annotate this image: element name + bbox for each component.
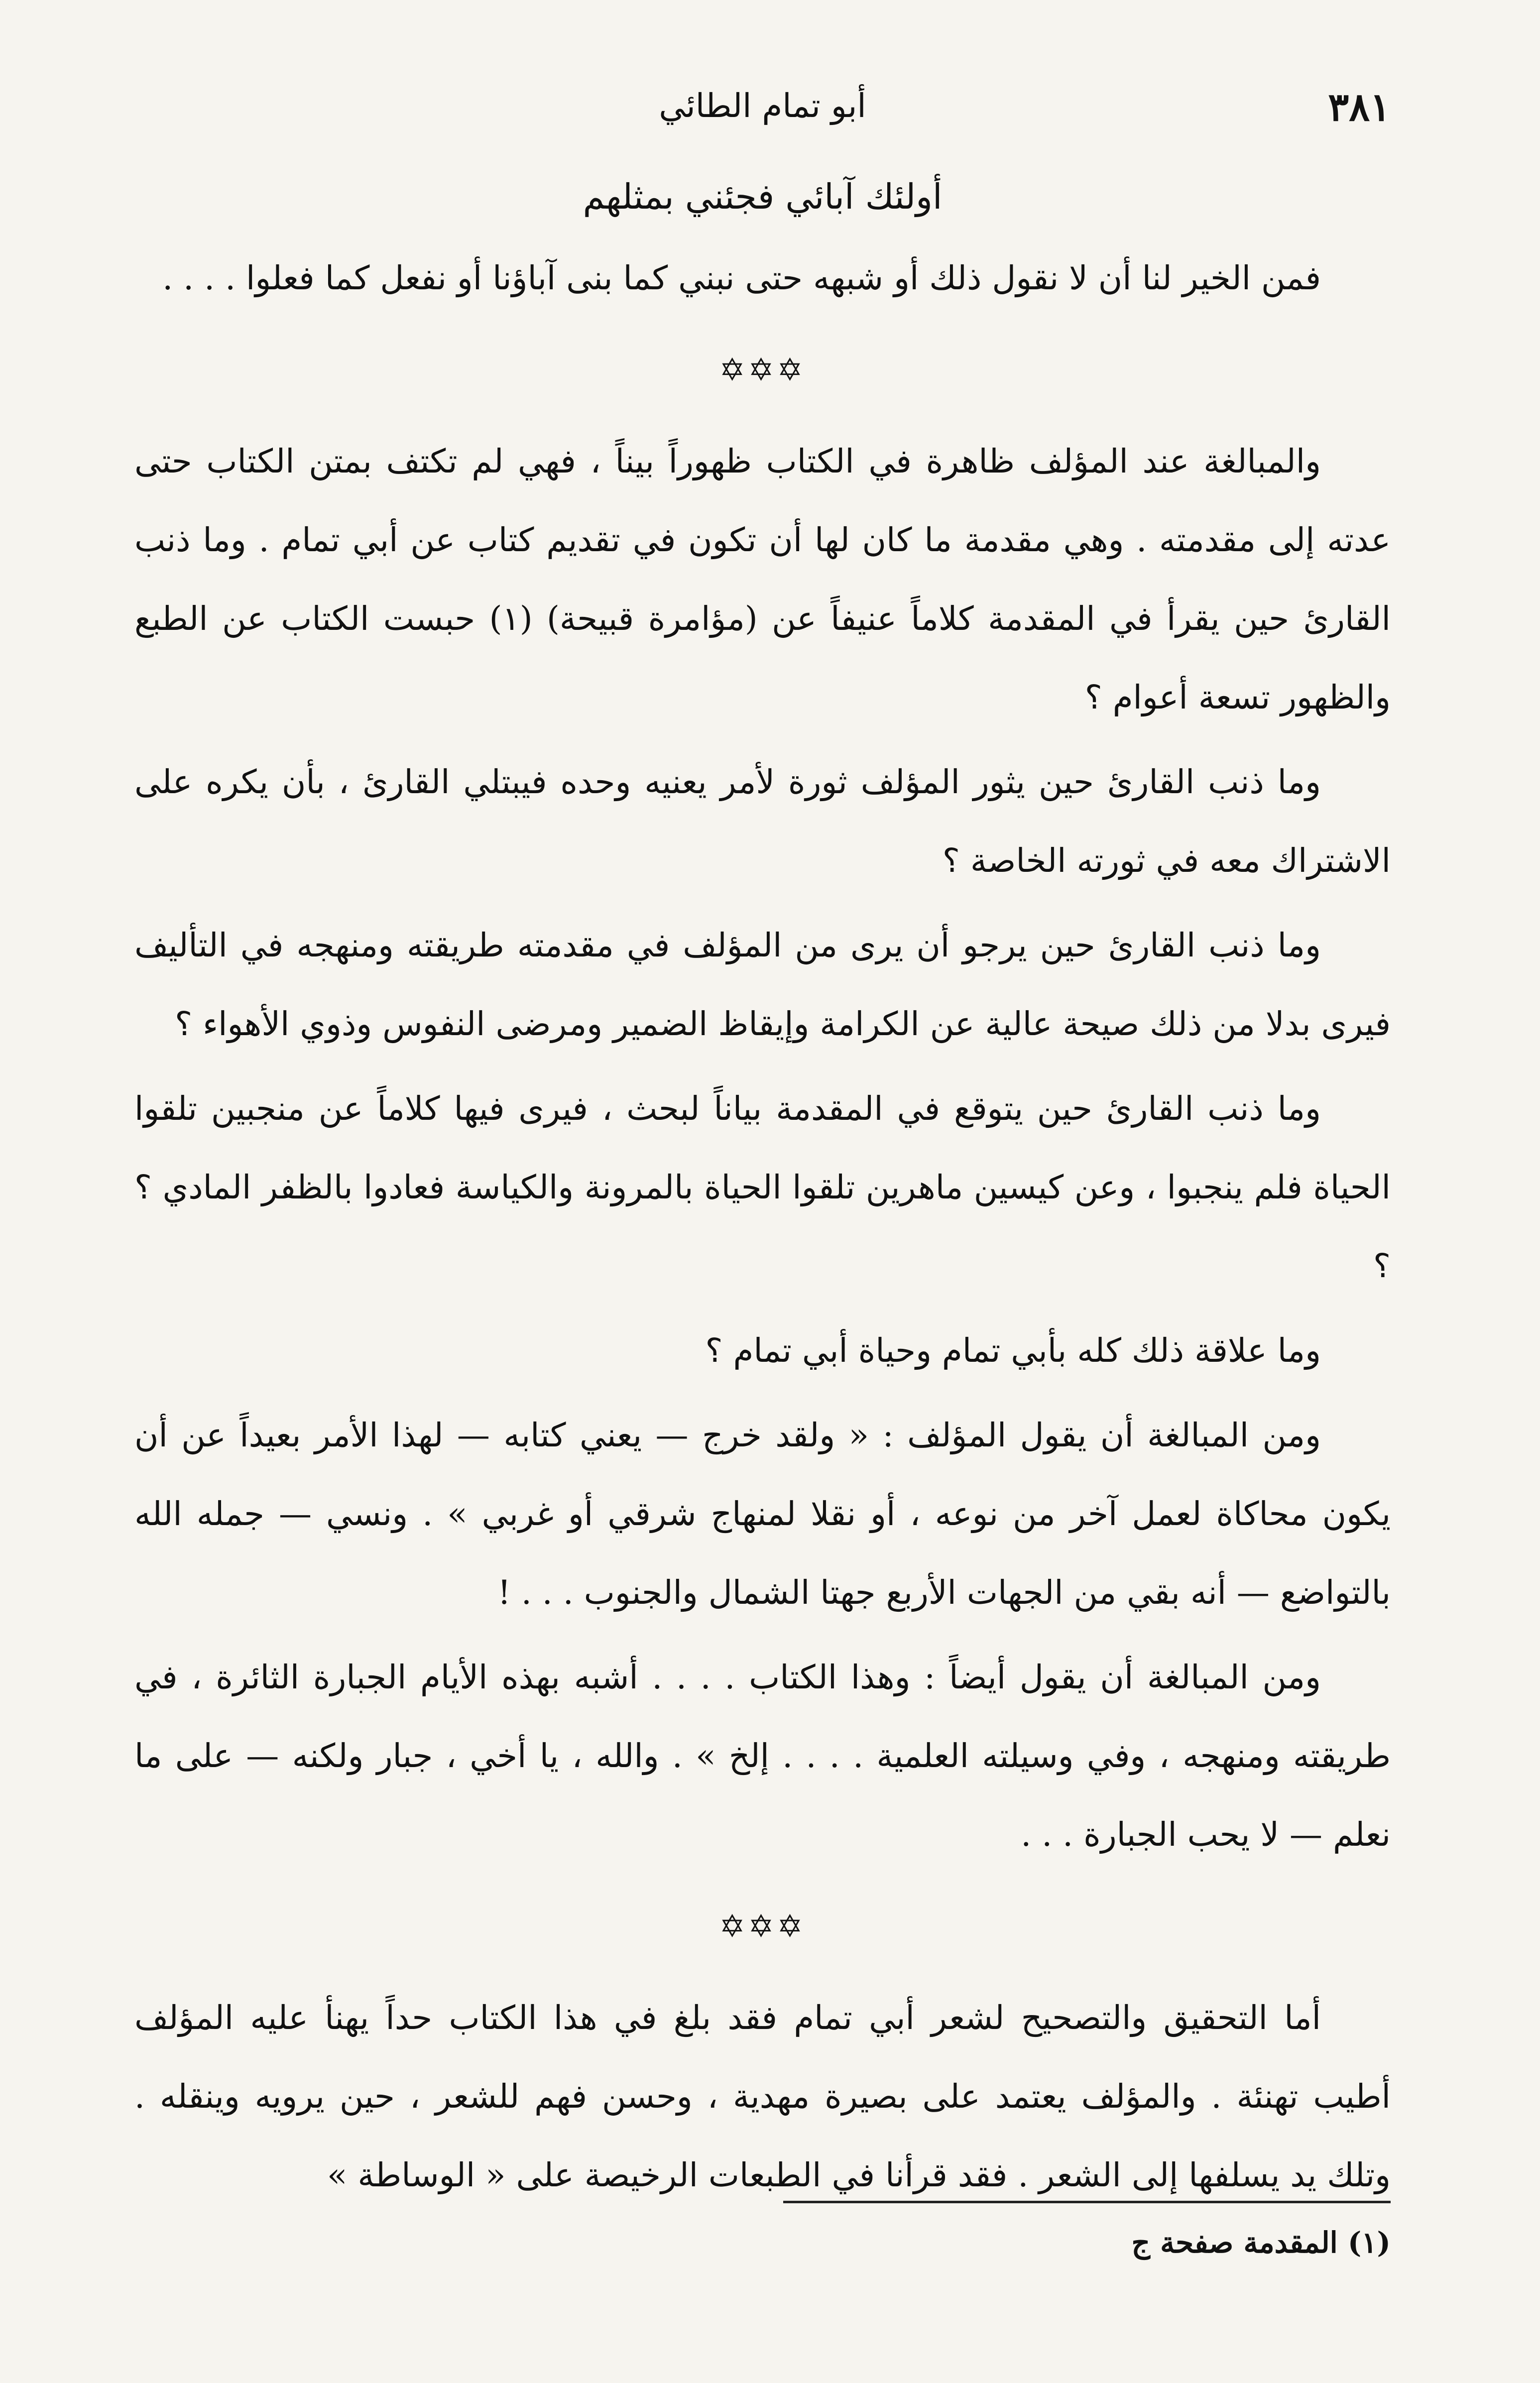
paragraph: والمبالغة عند المؤلف ظاهرة في الكتاب ظهوراً بيناً ، فهي لم تكتف بمتن الكتاب حتى عدته إلى مقدمته . وهي مقدمة ما كان لها أن تكون في تقديم كتاب عن أبي تمام . وما ذنب القارئ حين يقرأ في المقدمة كلاماً عنيفاً عن (مؤامرة قبيحة) (١) حبست الكتاب عن الطبع والظهور تسعة أعوام ؟: [134, 442, 1391, 716]
running-head: [134, 85, 1391, 149]
page-number: ٣٨١: [1328, 85, 1391, 130]
paragraph: وما ذنب القارئ حين يتوقع في المقدمة بياناً لبحث ، فيرى فيها كلاماً عن منجبين تلقوا الحياة فلم ينجبوا ، وعن كيسين ماهرين تلقوا الحياة بالمرونة والكياسة فعادوا بالظفر المادي ؟ ؟: [134, 1089, 1391, 1285]
paragraph: ومن المبالغة أن يقول المؤلف : « ولقد خرج — يعني كتابه — لهذا الأمر بعيداً عن أن يكون محاكاة لعمل آخر من نوعه ، أو نقلا لمنهاج شرقي أو غربي » . ونسي — جمله الله بالتواضع — أنه بقي من الجهات الأربع جهتا الشمال والجنوب . . . !: [134, 1416, 1391, 1612]
section-separator: ✡✡✡: [719, 352, 806, 388]
paragraph: فمن الخير لنا أن لا نقول ذلك أو شبهه حتى نبني كما بنى آباؤنا أو نفعل كما فعلوا . . . .: [162, 259, 1321, 297]
paragraph: أما التحقيق والتصحيح لشعر أبي تمام فقد بلغ في هذا الكتاب حداً يهنأ عليه المؤلف أطيب تهنئة . والمؤلف يعتمد على بصيرة مهدية ، وحسن فهم للشعر ، حين يرويه وينقله . وتلك يد يسلفها إلى الشعر . فقد قرأنا في الطبعات الرخيصة على « الوساطة »: [134, 1999, 1391, 2194]
paragraph: وما ذنب القارئ حين يرجو أن يرى من المؤلف في مقدمته طريقته ومنهجه في التأليف فيرى بدلا من ذلك صيحة عالية عن الكرامة وإيقاظ الضمير ومرضى النفوس وذوي الأهواء ؟: [134, 926, 1391, 1043]
footnote-divider: [783, 2201, 1391, 2203]
verse-quote: أولئك آبائي فجئني بمثلهم: [583, 176, 943, 217]
running-title: أبو تمام الطائي: [659, 87, 866, 125]
paragraph: وما ذنب القارئ حين يثور المؤلف ثورة لأمر يعنيه وحده فيبتلي القارئ ، بأن يكره على الاشتراك معه في ثورته الخاصة ؟: [134, 763, 1391, 880]
paragraph: ومن المبالغة أن يقول أيضاً : وهذا الكتاب . . . . أشبه بهذه الأيام الجبارة الثائرة ، في طريقته ومنهجه ، وفي وسيلته العلمية . . . . إلخ » . والله ، يا أخي ، جبار ولكنه — على ما نعلم — لا يحب الجبارة . . .: [134, 1658, 1391, 1854]
footnote: (١) المقدمة صفحة ج: [1131, 2226, 1391, 2260]
section-separator: ✡✡✡: [719, 1908, 806, 1944]
paragraph: وما علاقة ذلك كله بأبي تمام وحياة أبي تمام ؟: [705, 1331, 1321, 1370]
